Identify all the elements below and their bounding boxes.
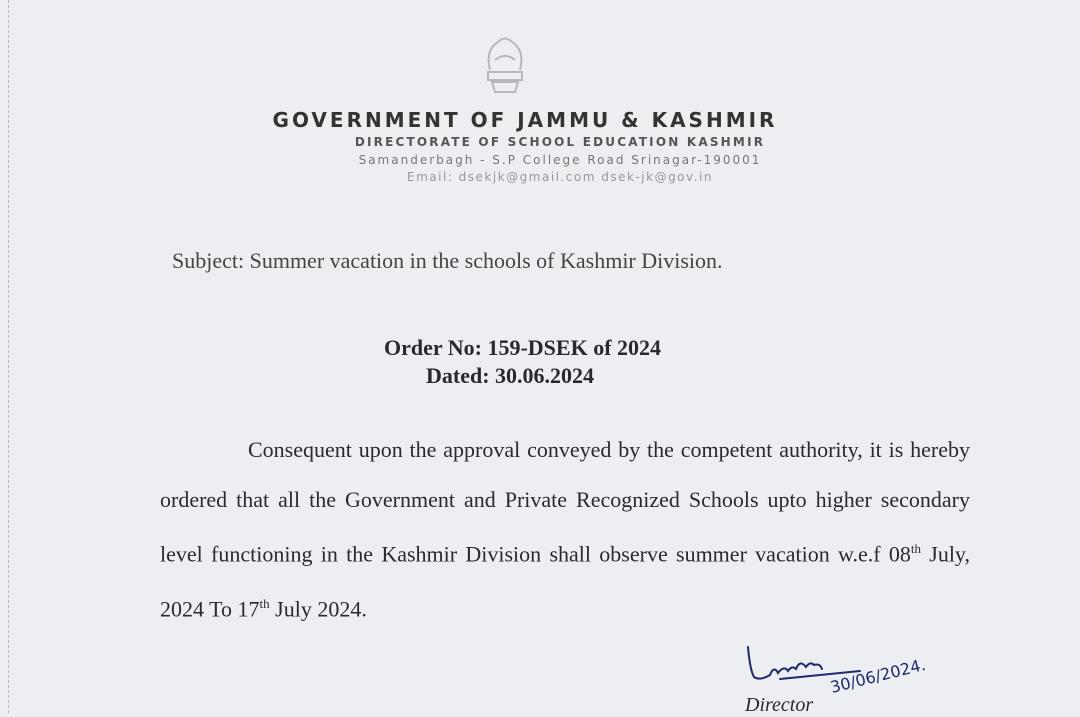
email-line: Email: dsekjk@gmail.com dsek-jk@gov.in — [407, 170, 713, 184]
signature-date: 30/06/2024. — [828, 654, 928, 697]
subject-line: Subject: Summer vacation in the schools of Kashmir Division. — [172, 248, 723, 273]
directorate-heading: DIRECTORATE OF SCHOOL EDUCATION KASHMIR — [354, 135, 766, 149]
page-edge — [8, 0, 10, 713]
ordinal-suffix: th — [910, 541, 921, 556]
order-body — [160, 425, 970, 634]
body-text: Consequent upon the approval conveyed by the competent authority, it is hereby ordered that all the Government and Private Recognized Schools upto higher secondary level functioning in the Kashmir Division shall observe summer vacation w.e.f 08 — [160, 437, 970, 567]
order-number: Order No: 159-DSEK of 2024 — [384, 335, 662, 360]
body-text: July 2024. — [269, 596, 367, 622]
order-date: Dated: 30.06.2024 — [426, 363, 595, 388]
body-text: July, 2024 To 17 — [160, 541, 971, 622]
government-heading: GOVERNMENT OF JAMMU & KASHMIR — [272, 108, 778, 132]
address-line: Samanderbagh - S.P College Road Srinagar-190001 — [358, 153, 762, 167]
emblem-icon — [470, 30, 540, 98]
signatory-title: Director — [745, 694, 814, 716]
ordinal-suffix: th — [259, 595, 270, 611]
